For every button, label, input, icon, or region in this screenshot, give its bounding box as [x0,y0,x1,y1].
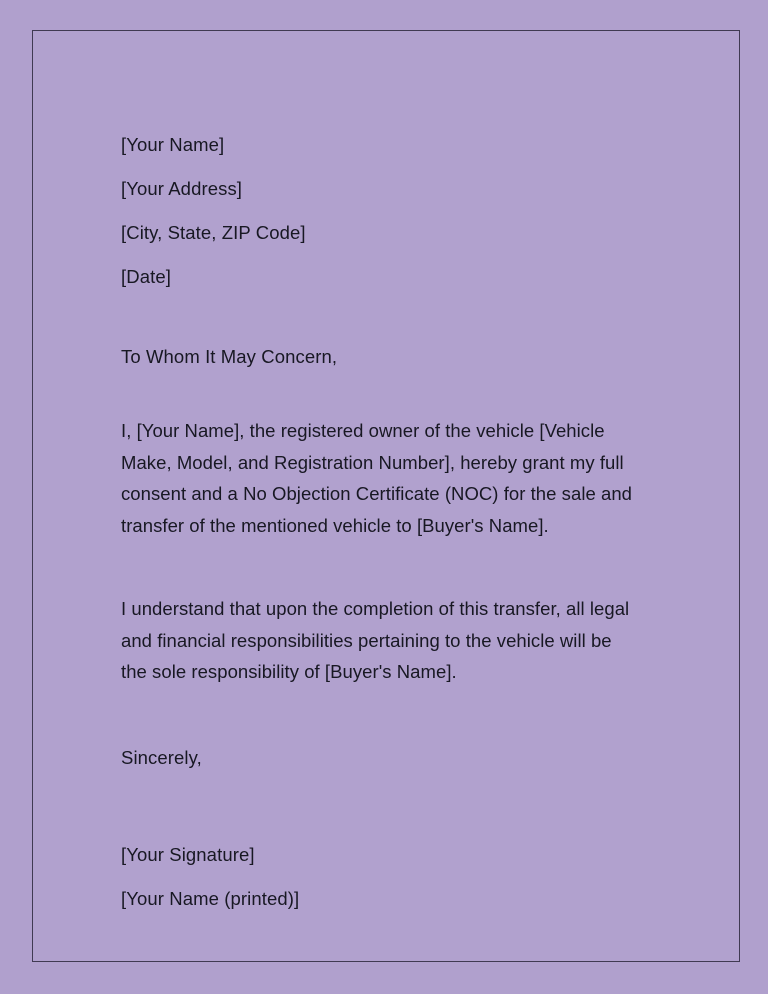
sender-address-line: [Your Address] [121,178,243,199]
closing-salutation: Sincerely, [121,746,202,768]
date-line: [Date] [121,266,171,287]
spacer-between-paragraphs [121,541,707,593]
spacer-before-salutation [121,299,707,343]
document-border-frame [32,30,740,962]
printed-name-placeholder: [Your Name (printed)] [121,887,300,909]
spacer-before-closing [121,688,707,744]
paragraph-line: the sole responsibility of [Buyer's Name]. [121,661,457,682]
paragraph-line: Make, Model, and Registration Number], hereby grant my full [121,451,624,473]
paragraph-line: transfer of the mentioned vehicle to [Buyer's Name]. [121,514,549,536]
sender-name-line: [Your Name] [121,134,225,155]
paragraph-line: I, [Your Name], the registered owner of the vehicle [Vehicle [121,420,605,441]
sender-address-block [121,123,707,299]
salutation: To Whom It May Concern, [121,346,338,367]
spacer-before-signature [121,772,707,833]
paragraph-consent [121,415,707,541]
letter-content [121,123,707,921]
paragraph-line: consent and a No Objection Certificate (NOC) for the sale and [121,483,633,504]
spacer-before-paragraph-one [121,371,707,415]
paragraph-line: and financial responsibilities pertaining to the vehicle will be [121,629,612,651]
paragraph-line: I understand that upon the completion of this transfer, all legal [121,598,630,619]
sender-city-state-zip-line: [City, State, ZIP Code] [121,222,306,243]
paragraph-responsibility [121,593,707,688]
signature-placeholder: [Your Signature] [121,843,255,865]
